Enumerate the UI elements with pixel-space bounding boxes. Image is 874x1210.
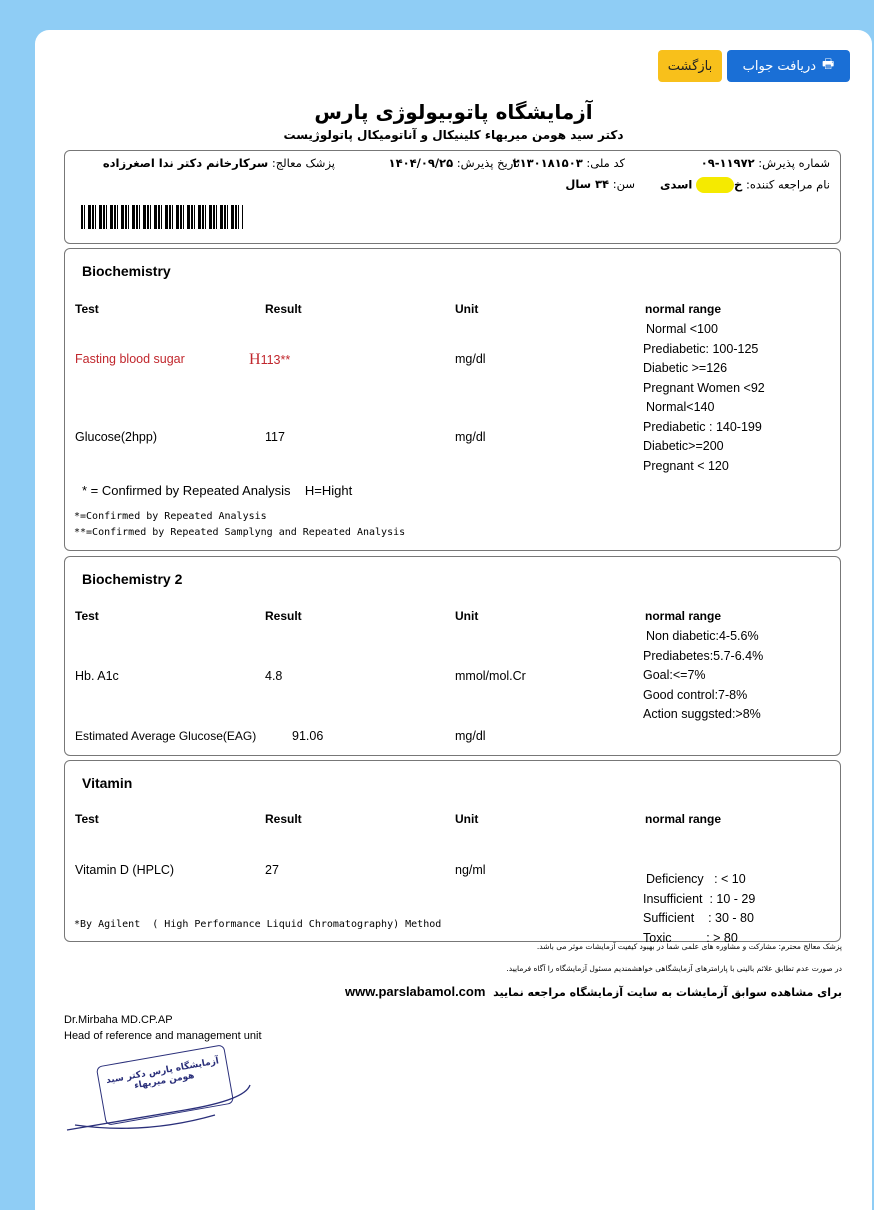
note: *By Agilent ( High Performance Liquid Chromatography) Method <box>74 919 442 930</box>
header-test: Test <box>75 812 99 826</box>
unit: mg/dl <box>455 729 486 743</box>
website-link[interactable]: www.parslabamol.com <box>345 984 486 999</box>
lab-doctor: دکتر سید هومن میربهاء کلینیکال و آناتومیکال پاتولوژیست <box>283 128 624 142</box>
test-name: Fasting blood sugar <box>75 352 185 366</box>
national-code: کد ملی: ۲۱۳۰۱۸۱۵۰۳ <box>512 156 625 170</box>
header-result: Result <box>265 812 302 826</box>
back-button[interactable]: بازگشت <box>658 50 722 82</box>
header-unit: Unit <box>455 302 479 316</box>
printer-icon: 🖶 <box>822 57 835 72</box>
note: **=Confirmed by Repeated Samplyng and Repeated Analysis <box>74 527 406 538</box>
header-range: normal range <box>645 302 722 316</box>
header-unit: Unit <box>455 812 479 826</box>
unit: ng/ml <box>455 863 486 877</box>
signature-name: Dr.Mirbaha MD.CP.AP <box>64 1014 173 1026</box>
physician: پزشک معالج: سرکارخانم دکتر ندا اصغرزاده <box>102 156 335 170</box>
test-name: Estimated Average Glucose(EAG) <box>75 729 257 743</box>
header-range: normal range <box>645 812 722 826</box>
header-test: Test <box>75 609 99 623</box>
header-result: Result <box>265 609 302 623</box>
header-range: normal range <box>645 609 722 623</box>
result-value: 4.8 <box>265 669 283 683</box>
report-card <box>35 30 872 1210</box>
footer-note: در صورت عدم تطابق علائم بالینی با پارامترهای آزمایشگاهی خواهشمندیم مسئول آزمایشگاه را آگاه فرمایید. <box>506 964 842 973</box>
lab-stamp: آزمایشگاه پارس دکتر سید هومن میربهاء <box>96 1044 234 1126</box>
admission-number: شماره پذیرش: ۱۱۹۷۲-۰۹ <box>700 156 830 170</box>
header-result: Result <box>265 302 302 316</box>
section-biochemistry-2 <box>64 556 841 756</box>
signature-role: Head of reference and management unit <box>64 1030 262 1042</box>
section-title: Biochemistry <box>82 263 171 279</box>
section-biochemistry <box>64 248 841 551</box>
section-vitamin <box>64 760 841 945</box>
result-value: H113** <box>249 351 291 368</box>
signature-scribble <box>65 1080 255 1140</box>
result-value: 117 <box>265 430 285 444</box>
normal-range: Deficiency : < 10 Insufficient : 10 - 29 Sufficient : 30 - 80 Toxic : > 80 <box>643 872 756 945</box>
unit: mg/dl <box>455 430 486 444</box>
unit: mg/dl <box>455 352 486 366</box>
barcode <box>81 205 243 229</box>
patient-info-box <box>64 150 841 244</box>
section-title: Vitamin <box>82 775 133 791</box>
patient-name: نام مراجعه کننده: خ اسدی <box>659 177 830 192</box>
admission-date: تاریخ پذیرش: ۱۴۰۴/۰۹/۲۵ <box>388 156 520 170</box>
download-result-button[interactable]: 🖶 دریافت جواب <box>727 50 850 82</box>
test-name: Vitamin D (HPLC) <box>75 863 175 877</box>
normal-range: Normal<140 Prediabetic : 140-199 Diabetic>=200 Pregnant < 120 <box>643 400 762 473</box>
test-name: Hb. A1c <box>75 669 119 683</box>
section-title: Biochemistry 2 <box>82 571 183 587</box>
footer-note: پزشک معالج محترم: مشارکت و مشاوره های علمی شما در بهبود کیفیت آزمایشات موثر می باشد. <box>536 942 842 951</box>
header-test: Test <box>75 302 99 316</box>
normal-range: Normal <100 Prediabetic: 100-125 Diabetic >=126 Pregnant Women <92 <box>643 322 765 395</box>
legend-note: * = Confirmed by Repeated Analysis H=Hight <box>82 483 353 498</box>
unit: mmol/mol.Cr <box>455 669 526 683</box>
result-value: 91.06 <box>292 729 324 743</box>
test-name: Glucose(2hpp) <box>75 430 157 444</box>
lab-name: آزمایشگاه پاتوبیولوژی پارس <box>314 100 593 124</box>
header-unit: Unit <box>455 609 479 623</box>
patient-age: سن: ۳۴ سال <box>565 177 635 191</box>
result-value: 27 <box>265 863 279 877</box>
website-line: برای مشاهده سوابق آزمایشات به سایت آزمایشگاه مراجعه نمایید www.parslabamol.com <box>345 984 842 999</box>
normal-range: Non diabetic:4-5.6% Prediabetes:5.7-6.4% Goal:<=7% Good control:7-8% Action suggsted:>8% <box>643 629 764 721</box>
note: *=Confirmed by Repeated Analysis <box>74 511 267 522</box>
